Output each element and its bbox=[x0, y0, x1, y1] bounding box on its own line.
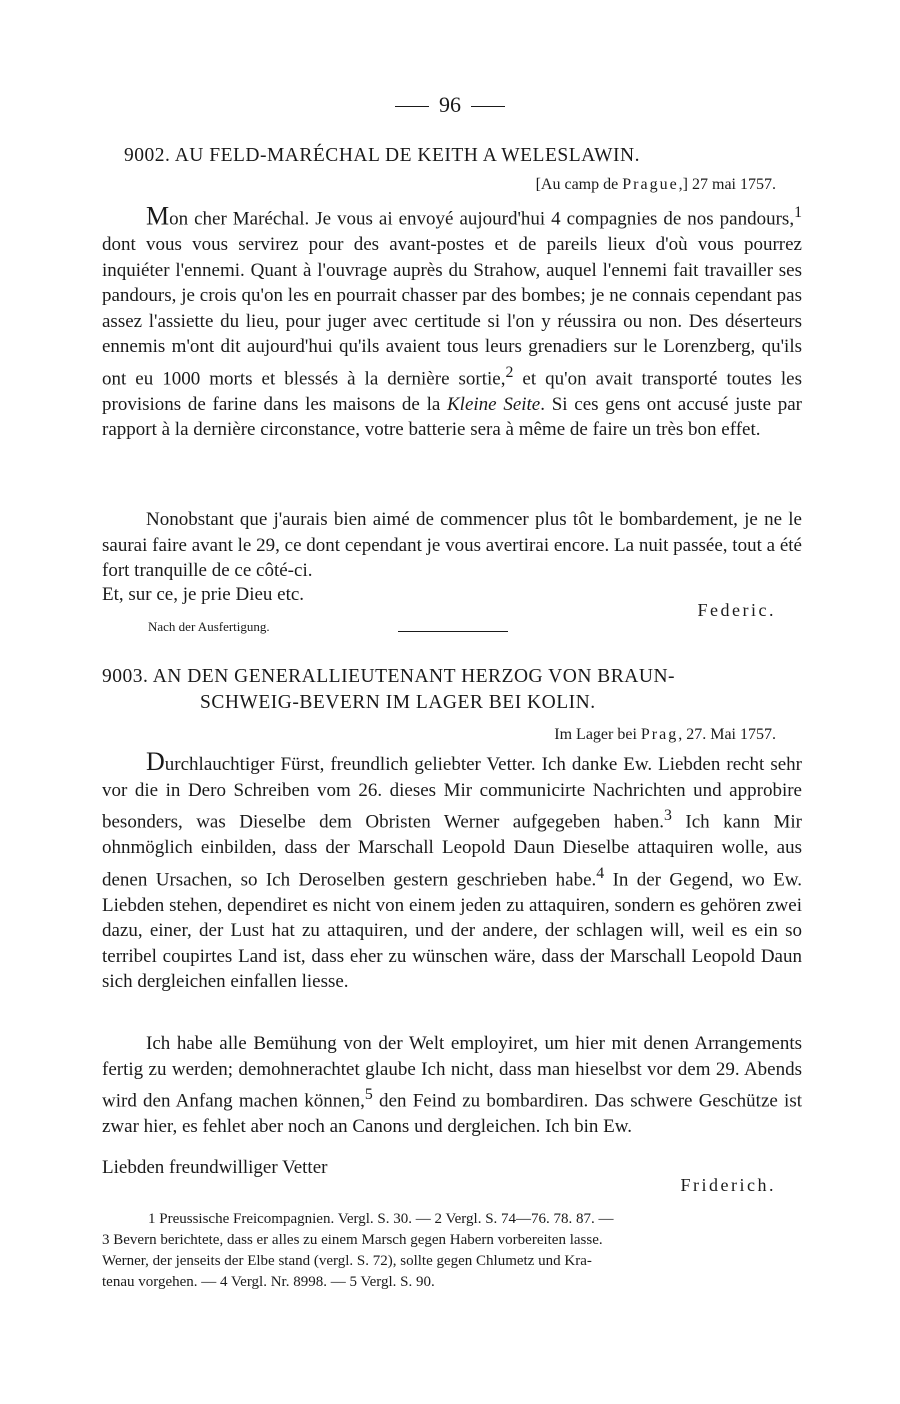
letter-heading bbox=[124, 143, 640, 169]
letter-paragraph: Durchlauchtiger Fürst, freundlich geliebter Vetter. Ich danke Ew. Liebden recht sehr vor die in Dero Schreiben vom 26. dieses Mir communicirte Nachrichten und approbire besonders, was Dieselbe dem Obristen Werner aufgegeben haben.$^3$ Ich kann Mir ohnmöglich einbilden, dass der Marschall Leopold Daun Dieselbe attaquiren wolle, aus denen Ursachen, so Ich Deroselben gestern geschrieben habe.$^4$ In der Gegend, wo Ew. Liebden stehen, dependiret es nicht von einem jeden zu attaquiren, sondern es gehören zwei dazu, einer, der Lust hat zu attaquiren, und der andere, der schlagen will, weil es ein so terribel coupirtes Land ist, dass eher zu wünschen wäre, dass der Marschall Leopold Daun sich dergleichen einfallen liesse. bbox=[102, 747, 802, 993]
italic-place-name: Kleine Seite bbox=[447, 393, 541, 415]
footnote-ref: 2 bbox=[505, 363, 514, 381]
page-number-text: 96 bbox=[439, 92, 461, 117]
letter-paragraph: Mon cher Maréchal. Je vous ai envoyé aujourd'hui 4 compagnies de nos pandours,$^1$ dont vous vous servirez pour des avant-postes et de pareils lieux d'où vous pourrez inquiéter l'ennemi. Quant à l'ouvrage auprès du Strahow, auquel l'ennemi fait travailler ses pandours, je crois qu'on les en pourrait chasser par des bombes; je ne connais cependant pas assez l'assiette du lieu, pour juger avec certitude si l'on y réussira ou non. Des déserteurs ennemis m'ont dit aujourd'hui qu'ils avaient tous leurs grenadiers sur le Lorenzberg, qu'ils ont eu 1000 morts et blessés à la dernière sortie,$^2$ et qu'on avait transporté toutes les provisions de farine dans les maisons de la Kleine Seite. Si ces gens ont accusé juste par rapport à la dernière circonstance, votre batterie sera à même de faire un très bon effet. bbox=[102, 201, 803, 441]
page-number bbox=[0, 92, 900, 118]
letter-title-line-1: AN DEN GENERALLIEUTENANT HERZOG VON BRAUN- bbox=[152, 666, 676, 687]
dateline-place: Prag bbox=[640, 726, 679, 743]
letter-paragraph: Nonobstant que j'aurais bien aimé de commencer plus tôt le bombardement, je ne le saurai faire avant le 29, ce dont cependant je vous avertirai encore. La nuit passée, tout a été fort tranquille de ce côté-ci. bbox=[102, 509, 802, 582]
drop-cap: M bbox=[146, 201, 170, 231]
drop-cap: D bbox=[146, 747, 165, 776]
letter-number: 9003. bbox=[102, 666, 149, 687]
footnote-line: Werner, der jenseits der Elbe stand (vergl. S. 72), sollte gegen Chlumetz und Kra- bbox=[102, 1253, 592, 1269]
letter-dateline: [Au camp de Prague,] 27 mai 1757. bbox=[535, 176, 776, 193]
letter-paragraph: Ich habe alle Bemühung von der Welt employiret, um hier mit denen Arrangements fertig zu werden; demohnerachtet glaube Ich nicht, dass man hieselbst vor dem 29. Abends wird den Anfang machen können,$^5$ den Feind zu bombardiren. Das schwere Geschütze ist zwar hier, es fehlet aber noch an Canons und dergleichen. Ich bin Ew. bbox=[102, 1033, 802, 1138]
footnote-line: 1 Preussische Freicompagnien. Vergl. S. 30. — 2 Vergl. S. 74—76. 78. 87. — bbox=[148, 1211, 614, 1227]
footnote-ref: 3 bbox=[663, 807, 672, 825]
letter-number: 9002. bbox=[124, 145, 171, 166]
letter-heading bbox=[102, 664, 675, 690]
footnote-ref: 1 bbox=[794, 204, 802, 221]
letter-title: AU FELD-MARÉCHAL DE KEITH A WELESLAWIN. bbox=[174, 145, 640, 166]
signature: Federic. bbox=[697, 600, 776, 620]
letter-closing: Et, sur ce, je prie Dieu etc. bbox=[102, 584, 305, 605]
footnote-line: 3 Bevern berichtete, dass er alles zu einem Marsch gegen Habern vorbereiten lasse. bbox=[102, 1232, 603, 1248]
letter-closing: Liebden freundwilliger Vetter bbox=[102, 1157, 328, 1178]
page-number-rule-left bbox=[395, 106, 429, 107]
letter-dateline: Im Lager bei Prag, 27. Mai 1757. bbox=[554, 726, 776, 743]
dateline-place: Prague bbox=[622, 176, 679, 193]
signature: Friderich. bbox=[680, 1175, 776, 1195]
footnote-line: tenau vorgehen. — 4 Vergl. Nr. 8998. — 5 Vergl. S. 90. bbox=[102, 1274, 435, 1290]
section-divider bbox=[398, 631, 508, 632]
footnote-ref: 5 bbox=[364, 1086, 373, 1104]
page-number-rule-right bbox=[471, 106, 505, 107]
source-note: Nach der Ausfertigung. bbox=[148, 619, 270, 634]
letter-title-line-2: SCHWEIG-BEVERN IM LAGER BEI KOLIN. bbox=[200, 692, 596, 713]
footnote-ref: 4 bbox=[596, 864, 605, 882]
